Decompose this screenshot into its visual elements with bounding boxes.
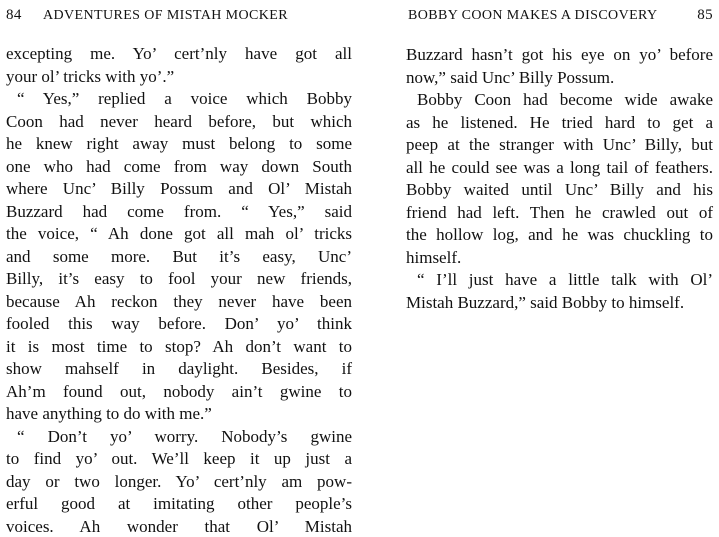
running-head <box>6 7 352 27</box>
text-line: the hollow log, and he was chuckling to <box>406 225 713 244</box>
text-line: as he listened. He tried hard to get a <box>406 112 713 132</box>
text-line: Bobby waited until Unc’ Billy and his <box>406 180 713 199</box>
text-line: Buzzard hasn’t got his eye on yo’ before <box>406 45 713 64</box>
text-line: day or two longer. Yo’ cert’nly am pow- <box>6 471 352 491</box>
text-line: excepting me. Yo’ cert’nly have got all <box>6 44 352 63</box>
text-line: peep at the stranger with Unc’ Billy, but <box>406 135 713 154</box>
text-line: and some more. But it’s easy, Unc’ <box>6 246 352 266</box>
text-line: Bobby Coon had become wide awake <box>417 90 713 109</box>
text-line: your ol’ tricks with yo’.” <box>6 66 175 86</box>
page-number: 84 <box>6 7 22 23</box>
page-number: 85 <box>697 7 713 23</box>
running-head <box>406 7 713 27</box>
text-line: he knew right away must belong to some <box>6 134 352 153</box>
text-line: “ I’ll just have a little talk with Ol’ <box>417 270 713 289</box>
text-line: one who had come from way down South <box>6 156 352 176</box>
text-line: Ah’m found out, nobody ain’t gwine to <box>6 381 352 401</box>
text-line: all he could see was a long tail of feathers. <box>406 157 713 177</box>
text-line: Mistah Buzzard,” said Bobby to himself. <box>406 292 685 312</box>
text-line: to find yo’ out. We’ll keep it up just a <box>6 449 352 468</box>
text-line: Billy, it’s easy to fool your new friends, <box>6 269 352 288</box>
text-line: himself. <box>406 247 462 267</box>
text-line: voices. Ah wonder that Ol’ Mistah <box>6 516 352 536</box>
text-line: where Unc’ Billy Possum and Ol’ Mistah <box>6 179 352 198</box>
text-line: show mahself in daylight. Besides, if <box>6 359 352 378</box>
text-line: friend had left. Then he crawled out of <box>406 202 713 222</box>
text-line: the voice, “ Ah done got all mah ol’ tricks <box>6 224 352 243</box>
text-line: “ Don’t yo’ worry. Nobody’s gwine <box>17 426 352 446</box>
text-line: now,” said Unc’ Billy Possum. <box>406 67 615 87</box>
text-line: it is most time to stop? Ah don’t want to <box>6 336 352 356</box>
text-line: because Ah reckon they never have been <box>6 291 352 311</box>
text-line: Buzzard had come from. “ Yes,” said <box>6 201 352 221</box>
running-head-title: ADVENTURES OF MISTAH MOCKER <box>43 8 288 23</box>
running-head-title: BOBBY COON MAKES A DISCOVERY <box>408 8 658 23</box>
text-line: fooled this way before. Don’ yo’ think <box>6 314 352 333</box>
text-line: have anything to do with me.” <box>6 404 212 423</box>
text-line: erful good at imitating other people’s <box>6 494 352 513</box>
text-line: “ Yes,” replied a voice which Bobby <box>17 89 352 108</box>
text-line: Coon had never heard before, but which <box>6 111 352 131</box>
